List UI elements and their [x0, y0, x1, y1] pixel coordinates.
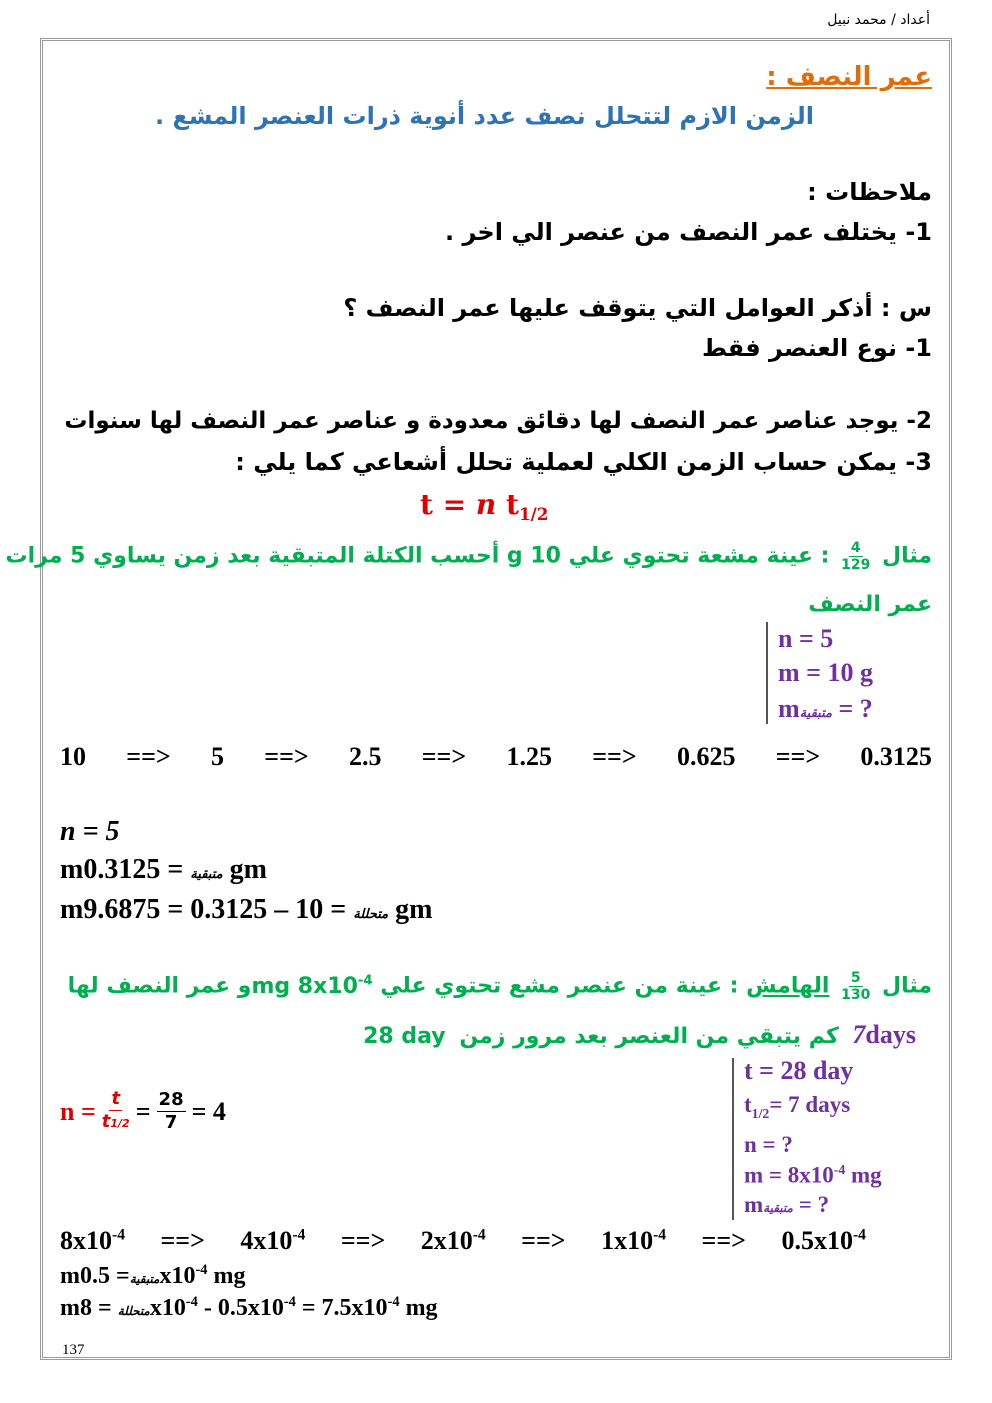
formula-n: n	[475, 488, 497, 521]
example2-n-calculation: n = $\frac{t}{t1/2}$ = $\frac{28}{7}$ = 4	[60, 1088, 226, 1133]
page-header-author: أعداد / محمد نبيل	[827, 12, 930, 28]
example2-decay-chain: $8x10^{-4}$ ==> $4x10^{-4}$ ==> $2x10^{-4}$ ==> $1x10^{-4}$ ==> $0.5x10^{-4}$	[60, 1226, 866, 1255]
ex2-given-t: t = 28 day	[744, 1056, 854, 1085]
formula-t: t	[420, 488, 433, 521]
example1-text: : عينة مشعة تحتوي علي 10 g أحسب الكتلة المتبقية بعد زمن يساوي 5 مرات	[5, 543, 830, 569]
example2-line1: مثال $\frac{5}{130}$ الهامش : عينة من عنصر مشع تحتوي علي mg $8x10^{-4}و$ عمر النصف لها	[67, 970, 932, 1003]
example2-hamesh: الهامش	[746, 973, 830, 999]
notes-heading: ملاحظات :	[807, 178, 932, 206]
ex1-given-mr: mمتبقية = ?	[778, 694, 873, 723]
note-1: 1- يختلف عمر النصف من عنصر الي اخر .	[445, 218, 932, 246]
given-divider-1	[766, 622, 768, 724]
example1-line1	[5, 540, 932, 573]
half-life-formula	[420, 488, 548, 524]
ex1-given-n: n = 5	[778, 624, 834, 653]
example2-fraction: $\frac{5}{130}$	[841, 970, 871, 1003]
formula-sub: 1/2	[518, 504, 549, 524]
example1-label: مثال	[882, 543, 932, 569]
formula-t2: t	[506, 488, 519, 521]
example1-fraction: $\frac{4}{129}$	[841, 540, 871, 573]
example2-label: مثال	[882, 973, 932, 999]
ex1-given-m: m = 10 g	[778, 658, 873, 687]
ex2-given-thalf: $t_{1/2}= 7$ days	[744, 1092, 851, 1121]
definition-text: الزمن الازم لتتحلل نصف عدد أنوية ذرات العنصر المشع .	[154, 102, 814, 130]
ex2-given-mr: mمتبقية = ?	[744, 1192, 830, 1217]
formula-eq: =	[442, 488, 467, 521]
example1-decay-chain: 10 ==> 5 ==> 2.5 ==> 1.25 ==> 0.625 ==> 0.3125	[60, 742, 932, 771]
example1-result-remaining: m متبقية = 0.3125 gm	[60, 854, 267, 885]
note-2: 2- يوجد عناصر عمر النصف لها دقائق معدودة و عناصر عمر النصف لها سنوات	[64, 408, 932, 434]
example2-result-remaining: m متبقية= $0.5x10^{-4}$ mg	[60, 1262, 246, 1289]
example2-result-decayed: m متحللة = $8x10^{-4} - 0.5x10^{-4} = 7.5x10^{-4}$ mg	[60, 1294, 438, 1321]
ex2-given-n: n = ?	[744, 1132, 793, 1157]
example2-line2: 7days كم يتبقي من العنصر بعد مرور زمن 28 day	[363, 1020, 916, 1049]
note-3: 3- يمكن حساب الزمن الكلي لعملية تحلل أشعاعي كما يلي :	[235, 448, 932, 476]
example1-result-decayed: m متحللة = 10 – 0.3125 = 9.6875 gm	[60, 894, 433, 925]
given-divider-2	[732, 1058, 734, 1220]
ex2-given-m: $m = 8x10^{-4}$ mg	[744, 1162, 882, 1188]
example1-result-n: n = 5	[60, 816, 120, 847]
question-text: س : أذكر العوامل التي يتوقف عليها عمر النصف ؟	[343, 294, 932, 322]
section-title: عمر النصف :	[766, 62, 932, 92]
page-number: 137	[62, 1342, 85, 1358]
example1-line2: عمر النصف	[808, 592, 932, 617]
answer-1: 1- نوع العنصر فقط	[701, 334, 932, 362]
